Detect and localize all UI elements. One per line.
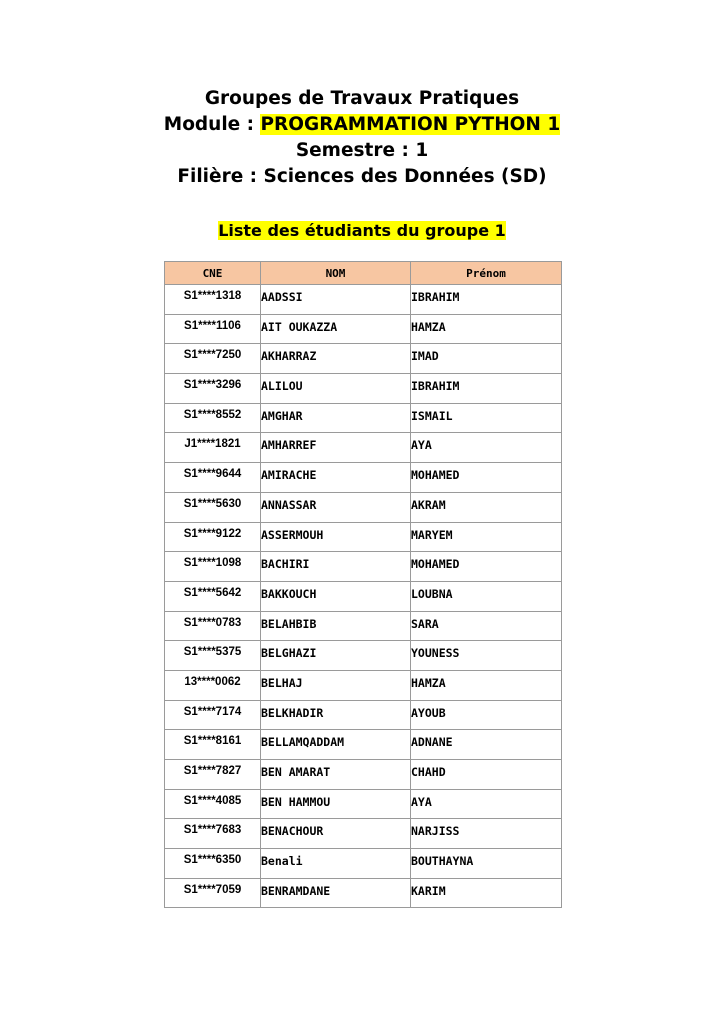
table-row: [165, 285, 562, 315]
column-header-prenom: Prénom: [411, 262, 562, 285]
cell-prenom: LOUBNA: [411, 581, 562, 611]
cell-cne: S1****7174: [165, 700, 261, 730]
table-row: [165, 374, 562, 404]
cell-prenom: CHAHD: [411, 760, 562, 790]
module-line: [0, 112, 724, 138]
cell-prenom: MOHAMED: [411, 463, 562, 493]
table-row: [165, 433, 562, 463]
group-title: [0, 220, 724, 242]
module-value: PROGRAMMATION PYTHON 1: [260, 114, 561, 135]
cell-prenom: SARA: [411, 611, 562, 641]
cell-cne: S1****7683: [165, 819, 261, 849]
cell-cne: S1****6350: [165, 849, 261, 879]
cell-nom: ASSERMOUH: [261, 522, 411, 552]
cell-prenom: IBRAHIM: [411, 374, 562, 404]
cell-prenom: IMAD: [411, 344, 562, 374]
cell-nom: Benali: [261, 849, 411, 879]
group-title-text: Liste des étudiants du groupe 1: [218, 221, 506, 240]
cell-cne: S1****1106: [165, 314, 261, 344]
table-row: [165, 581, 562, 611]
cell-nom: BELLAMQADDAM: [261, 730, 411, 760]
cell-nom: AMHARREF: [261, 433, 411, 463]
cell-cne: S1****0783: [165, 611, 261, 641]
column-header-nom: NOM: [261, 262, 411, 285]
cell-nom: BELAHBIB: [261, 611, 411, 641]
semestre-line: Semestre : 1: [295, 140, 429, 161]
cell-nom: BELKHADIR: [261, 700, 411, 730]
table-row: [165, 463, 562, 493]
table-row: [165, 522, 562, 552]
cell-cne: S1****5642: [165, 581, 261, 611]
table-header-row: [165, 262, 562, 285]
cell-prenom: YOUNESS: [411, 641, 562, 671]
cell-cne: S1****3296: [165, 374, 261, 404]
cell-cne: S1****4085: [165, 789, 261, 819]
cell-nom: AADSSI: [261, 285, 411, 315]
cell-nom: BELGHAZI: [261, 641, 411, 671]
table-row: [165, 552, 562, 582]
cell-cne: S1****7059: [165, 878, 261, 908]
cell-cne: S1****1318: [165, 285, 261, 315]
cell-nom: BEN HAMMOU: [261, 789, 411, 819]
cell-cne: S1****5375: [165, 641, 261, 671]
table-row: [165, 819, 562, 849]
students-table: [164, 261, 562, 908]
cell-cne: S1****7250: [165, 344, 261, 374]
cell-prenom: ISMAIL: [411, 403, 562, 433]
document-header: [0, 86, 724, 190]
table-row: [165, 849, 562, 879]
cell-prenom: KARIM: [411, 878, 562, 908]
cell-prenom: MOHAMED: [411, 552, 562, 582]
cell-nom: BEN AMARAT: [261, 760, 411, 790]
table-row: [165, 878, 562, 908]
table-row: [165, 641, 562, 671]
cell-nom: BACHIRI: [261, 552, 411, 582]
cell-cne: S1****8552: [165, 403, 261, 433]
cell-prenom: BOUTHAYNA: [411, 849, 562, 879]
cell-prenom: IBRAHIM: [411, 285, 562, 315]
filiere-line: Filière : Sciences des Données (SD): [177, 166, 547, 187]
cell-prenom: AYOUB: [411, 700, 562, 730]
column-header-cne: CNE: [165, 262, 261, 285]
cell-nom: BENACHOUR: [261, 819, 411, 849]
module-label: Module :: [163, 114, 261, 135]
cell-cne: 13****0062: [165, 670, 261, 700]
table-row: [165, 492, 562, 522]
table-row: [165, 730, 562, 760]
table-row: [165, 403, 562, 433]
table-row: [165, 789, 562, 819]
cell-nom: AKHARRAZ: [261, 344, 411, 374]
cell-nom: BAKKOUCH: [261, 581, 411, 611]
cell-prenom: MARYEM: [411, 522, 562, 552]
cell-prenom: ADNANE: [411, 730, 562, 760]
cell-nom: BELHAJ: [261, 670, 411, 700]
table-row: [165, 700, 562, 730]
cell-cne: S1****5630: [165, 492, 261, 522]
cell-prenom: NARJISS: [411, 819, 562, 849]
cell-prenom: HAMZA: [411, 670, 562, 700]
table-row: [165, 344, 562, 374]
document-title: Groupes de Travaux Pratiques: [204, 88, 520, 109]
cell-cne: S1****9122: [165, 522, 261, 552]
cell-cne: J1****1821: [165, 433, 261, 463]
cell-cne: S1****1098: [165, 552, 261, 582]
cell-cne: S1****7827: [165, 760, 261, 790]
cell-nom: ALILOU: [261, 374, 411, 404]
cell-nom: BENRAMDANE: [261, 878, 411, 908]
cell-nom: AMGHAR: [261, 403, 411, 433]
cell-nom: AMIRACHE: [261, 463, 411, 493]
table-row: [165, 611, 562, 641]
table-row: [165, 314, 562, 344]
table-row: [165, 670, 562, 700]
cell-cne: S1****9644: [165, 463, 261, 493]
cell-prenom: AKRAM: [411, 492, 562, 522]
cell-nom: AIT OUKAZZA: [261, 314, 411, 344]
cell-prenom: HAMZA: [411, 314, 562, 344]
cell-prenom: AYA: [411, 789, 562, 819]
cell-prenom: AYA: [411, 433, 562, 463]
cell-nom: ANNASSAR: [261, 492, 411, 522]
table-body: [165, 285, 562, 908]
cell-cne: S1****8161: [165, 730, 261, 760]
table-row: [165, 760, 562, 790]
